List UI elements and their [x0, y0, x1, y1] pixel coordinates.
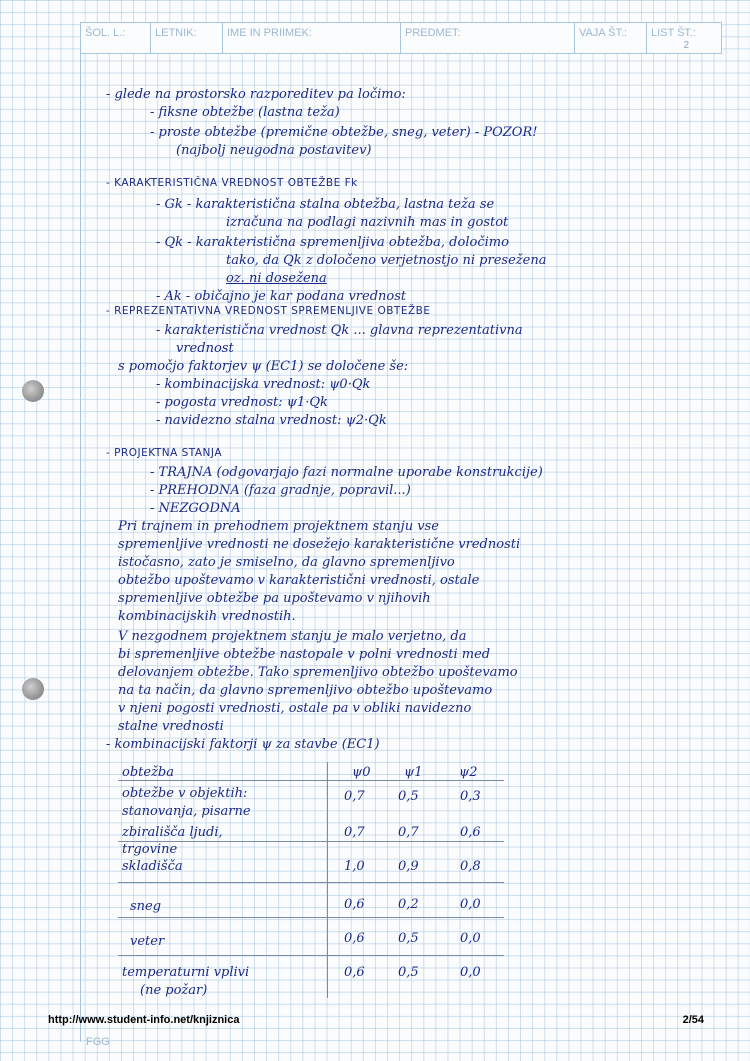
table-cell: 0,0 [460, 897, 481, 912]
table-row-label: skladišča [122, 859, 183, 874]
table-rule [118, 917, 504, 918]
paragraph-line: V nezgodnem projektnem stanju je malo verjetno, da [118, 629, 467, 644]
note-line: vrednost [176, 341, 234, 356]
section-heading: - KARAKTERISTIČNA VREDNOST OBTEŽBE Fk [106, 177, 358, 189]
table-cell: 0,7 [344, 825, 365, 840]
paragraph-line: istočasno, zato je smiselno, da glavno spremenljivo [118, 555, 455, 570]
table-cell: 0,6 [460, 825, 481, 840]
note-line: - NEZGODNA [150, 501, 241, 516]
note-line: oz. ni dosežena [226, 271, 327, 286]
paragraph-line: obtežbo upoštevamo v karakteristični vrednosti, ostale [118, 573, 480, 588]
paragraph-line: stalne vrednosti [118, 719, 224, 734]
table-cell: 0,6 [344, 897, 365, 912]
table-cell: 0,5 [398, 965, 419, 980]
note-line: - Ak - običajno je kar podana vrednost [156, 289, 407, 304]
table-cell: 0,0 [460, 965, 481, 980]
header-letnik: LETNIK: [151, 23, 223, 53]
punch-hole [22, 678, 44, 700]
note-line: - pogosta vrednost: ψ1·Qk [156, 395, 328, 410]
table-cell: 0,6 [344, 965, 365, 980]
table-rule [118, 955, 504, 956]
paragraph-line: kombinacijskih vrednostih. [118, 609, 296, 624]
page-number: 2/54 [682, 1014, 704, 1026]
header-predmet: PREDMET: [401, 23, 575, 53]
note-line: - navidezno stalna vrednost: ψ2·Qk [156, 413, 387, 428]
note-line: - PREHODNA (faza gradnje, popravil...) [150, 483, 411, 498]
punch-hole [22, 380, 44, 402]
note-line: - fiksne obtežbe (lastna teža) [150, 105, 340, 120]
note-line: - karakteristična vrednost Qk ... glavna reprezentativna [156, 323, 523, 338]
fgg-label: FGG [86, 1036, 110, 1048]
note-line: - kombinacijski faktorji ψ za stavbe (EC1) [106, 737, 380, 752]
table-row-label: (ne požar) [140, 983, 208, 998]
table-row-label: veter [130, 934, 165, 949]
table-row-label: stanovanja, pisarne [122, 804, 251, 819]
note-line: tako, da Qk z določeno verjetnostjo ni presežena [226, 253, 547, 268]
paragraph-line: na ta način, da glavno spremenljivo obtežbo upoštevamo [118, 683, 493, 698]
margin-line [80, 52, 81, 1042]
table-header-psi1: ψ1 [404, 765, 423, 780]
table-header-psi0: ψ0 [352, 765, 371, 780]
table-row-label: sneg [130, 899, 162, 914]
note-line: - glede na prostorsko razporeditev pa ločimo: [106, 87, 406, 102]
paragraph-line: spremenljive vrednosti ne dosežejo karakteristične vrednosti [118, 537, 521, 552]
header-ime: IME IN PRIIMEK: [223, 23, 401, 53]
table-rule [118, 882, 504, 883]
header-sol: ŠOL. L.: [81, 23, 151, 53]
note-line: - kombinacijska vrednost: ψ0·Qk [156, 377, 371, 392]
footer-link[interactable]: http://www.student-info.net/knjiznica [48, 1014, 240, 1026]
table-cell: 0,7 [344, 789, 365, 804]
note-line: - proste obtežbe (premične obtežbe, sneg, veter) - POZOR! [150, 125, 538, 140]
table-cell: 0,5 [398, 931, 419, 946]
table-cell: 0,6 [344, 931, 365, 946]
paragraph-line: Pri trajnem in prehodnem projektnem stanju vse [118, 519, 439, 534]
table-cell: 0,8 [460, 859, 481, 874]
paragraph-line: spremenljive obtežbe pa upoštevamo v njihovih [118, 591, 431, 606]
table-row-label: temperaturni vplivi [122, 965, 250, 980]
note-line: (najbolj neugodna postavitev) [176, 143, 372, 158]
form-header [80, 22, 722, 54]
table-header-psi2: ψ2 [459, 765, 478, 780]
table-cell: 0,3 [460, 789, 481, 804]
note-line: s pomočjo faktorjev ψ (EC1) se določene še: [118, 359, 409, 374]
table-cell: 0,2 [398, 897, 419, 912]
note-line: izračuna na podlagi nazivnih mas in gostot [226, 215, 509, 230]
section-heading: - PROJEKTNA STANJA [106, 447, 223, 459]
table-cell: 0,0 [460, 931, 481, 946]
table-rule [327, 762, 328, 998]
table-header-obtezba: obtežba [122, 765, 174, 780]
table-row-label: obtežbe v objektih: [122, 786, 248, 801]
table-row-label: trgovine [122, 842, 178, 857]
table-cell: 0,7 [398, 825, 419, 840]
table-rule [118, 780, 504, 781]
paragraph-line: bi spremenljive obtežbe nastopale v polni vrednosti med [118, 647, 491, 662]
paragraph-line: delovanjem obtežbe. Tako spremenljivo obtežbo upoštevamo [118, 665, 518, 680]
section-heading: - REPREZENTATIVNA VREDNOST SPREMENLJIVE OBTEŽBE [106, 305, 431, 317]
list-number: 2 [683, 40, 689, 51]
note-line: - Qk - karakteristična spremenljiva obtežba, določimo [156, 235, 509, 250]
header-list: LIST ŠT.: 2 [651, 27, 697, 51]
note-line: - TRAJNA (odgovarjajo fazi normalne uporabe konstrukcije) [150, 465, 543, 480]
table-cell: 0,5 [398, 789, 419, 804]
header-vaja: VAJA ŠT.: [575, 23, 647, 53]
table-cell: 0,9 [398, 859, 419, 874]
table-cell: 1,0 [344, 859, 365, 874]
note-line: - Gk - karakteristična stalna obtežba, lastna teža se [156, 197, 495, 212]
table-row-label: zbirališča ljudi, [122, 825, 223, 840]
paragraph-line: v njeni pogosti vrednosti, ostale pa v obliki navidezno [118, 701, 472, 716]
